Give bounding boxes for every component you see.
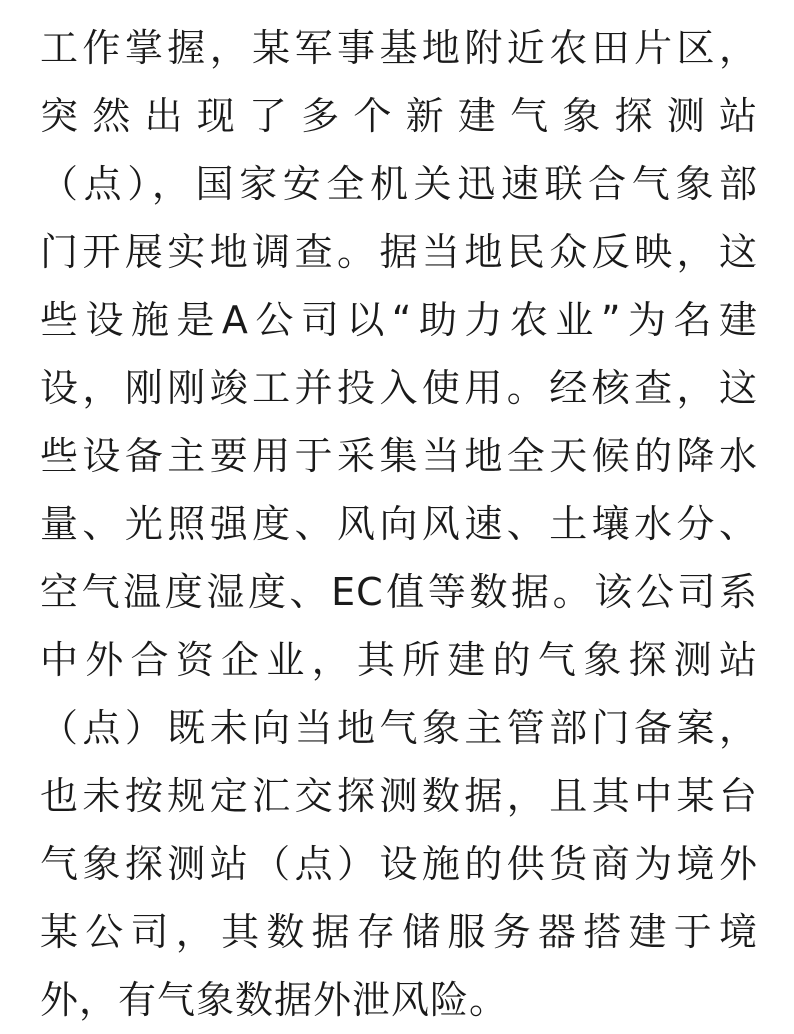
paragraph-line: 量、光照强度、风向风速、土壤水分、 <box>40 502 758 546</box>
paragraph-line: （点）既未向当地气象主管部门备案， <box>40 706 758 750</box>
paragraph-line: 设，刚刚竣工并投入使用。经核查，这 <box>40 366 758 410</box>
paragraph-line: 外，有气象数据外泄风险。 <box>40 978 509 1022</box>
paragraph-line: （点），国家安全机关迅速联合气象部 <box>40 162 758 206</box>
paragraph-line: 气象探测站（点）设施的供货商为境外 <box>40 842 758 886</box>
paragraph-line: 某公司，其数据存储服务器搭建于境 <box>40 910 758 954</box>
paragraph-line: 空气温度湿度、EC值等数据。该公司系 <box>40 570 758 614</box>
paragraph-line: 也未按规定汇交探测数据，且其中某台 <box>40 774 758 818</box>
paragraph-line: 些设备主要用于采集当地全天候的降水 <box>40 434 758 478</box>
paragraph-line: 门开展实地调查。据当地民众反映，这 <box>40 230 758 274</box>
paragraph-line: 中外合资企业，其所建的气象探测站 <box>40 638 758 682</box>
paragraph-line: 些设施是A公司以“助力农业”为名建 <box>40 298 758 342</box>
paragraph-line: 突然出现了多个新建气象探测站 <box>40 94 758 138</box>
paragraph-line: 工作掌握，某军事基地附近农田片区， <box>40 26 758 70</box>
